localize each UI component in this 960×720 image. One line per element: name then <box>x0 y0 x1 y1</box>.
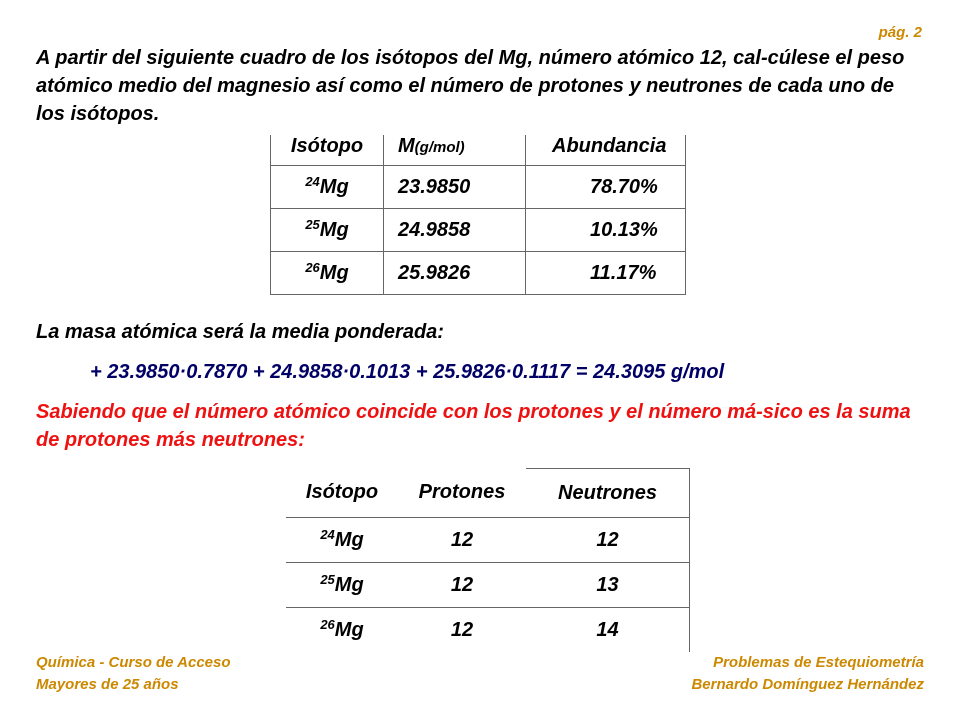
isotope-cell <box>286 563 398 608</box>
element-symbol: Mg <box>334 618 364 641</box>
table-row <box>286 563 690 608</box>
header-protons: Protones <box>418 481 506 504</box>
element-symbol: Mg <box>319 218 349 241</box>
protons-cell: 12 <box>398 518 526 563</box>
abundance-cell: 78.70% <box>526 166 686 209</box>
isotope-cell <box>286 518 398 563</box>
header-mass-symbol: M <box>398 135 415 157</box>
isotope-cell <box>286 608 398 653</box>
neutrons-cell: 12 <box>526 518 690 563</box>
isotope-mass-table <box>270 135 686 295</box>
mass-number: 25 <box>320 571 335 587</box>
element-symbol: Mg <box>334 573 364 596</box>
mass-number: 24 <box>320 526 335 542</box>
neutrons-cell: 13 <box>526 563 690 608</box>
header-mass <box>384 135 526 166</box>
mass-cell: 23.9850 <box>384 166 526 209</box>
protons-cell: 12 <box>398 563 526 608</box>
header-isotope: Isótopo <box>271 135 384 166</box>
table-row <box>286 608 690 653</box>
element-symbol: Mg <box>319 261 349 284</box>
page-number: pág. 2 <box>878 24 922 41</box>
header-neutrons: Neutrones <box>526 469 690 518</box>
isotope-cell <box>271 252 384 295</box>
protons-cell: 12 <box>398 608 526 653</box>
mass-cell: 24.9858 <box>384 209 526 252</box>
footer-course-line1: Química - Curso de Acceso <box>36 654 231 671</box>
footer-topic: Problemas de Estequiometría <box>713 654 924 671</box>
mass-number: 24 <box>305 173 320 189</box>
header-abundance: Abundancia <box>552 135 667 157</box>
problem-statement: A partir del siguiente cuadro de los isótopos del Mg, número atómico 12, cal-cúlese el peso atómico medio del magnesio así como el número de protones y neutrones de cada uno de los isótopos. <box>36 47 905 125</box>
table-header-row <box>271 135 686 166</box>
table-row <box>271 209 686 252</box>
table-row <box>286 518 690 563</box>
footer-course-line2: Mayores de 25 años <box>36 676 179 693</box>
isotope-cell <box>271 209 384 252</box>
header-mass-unit: (g/mol) <box>414 139 465 156</box>
isotope-cell <box>271 166 384 209</box>
weighted-average-equation: + 23.9850·0.7870 + 24.9858·0.1013 + 25.9826·0.1117 = 24.3095 g/mol <box>90 361 725 383</box>
mass-number: 26 <box>305 259 320 275</box>
element-symbol: Mg <box>334 528 364 551</box>
header-isotope: Isótopo <box>305 481 379 504</box>
footer-author <box>691 652 924 696</box>
footer-course <box>36 652 231 696</box>
abundance-cell: 11.17% <box>526 252 686 295</box>
protons-neutrons-table <box>286 468 690 652</box>
footer-author-name: Bernardo Domínguez Hernández <box>691 676 924 693</box>
abundance-cell: 10.13% <box>526 209 686 252</box>
protons-neutrons-statement: Sabiendo que el número atómico coincide con los protones y el número má-sico es la suma de protones más neutrones: <box>36 401 911 451</box>
mass-number: 26 <box>320 616 335 632</box>
mass-cell: 25.9826 <box>384 252 526 295</box>
table-row <box>271 252 686 295</box>
element-symbol: Mg <box>319 175 349 198</box>
weighted-average-heading: La masa atómica será la media ponderada: <box>36 321 444 343</box>
table-header-row <box>286 469 690 518</box>
mass-number: 25 <box>305 216 320 232</box>
table-row <box>271 166 686 209</box>
neutrons-cell: 14 <box>526 608 690 653</box>
